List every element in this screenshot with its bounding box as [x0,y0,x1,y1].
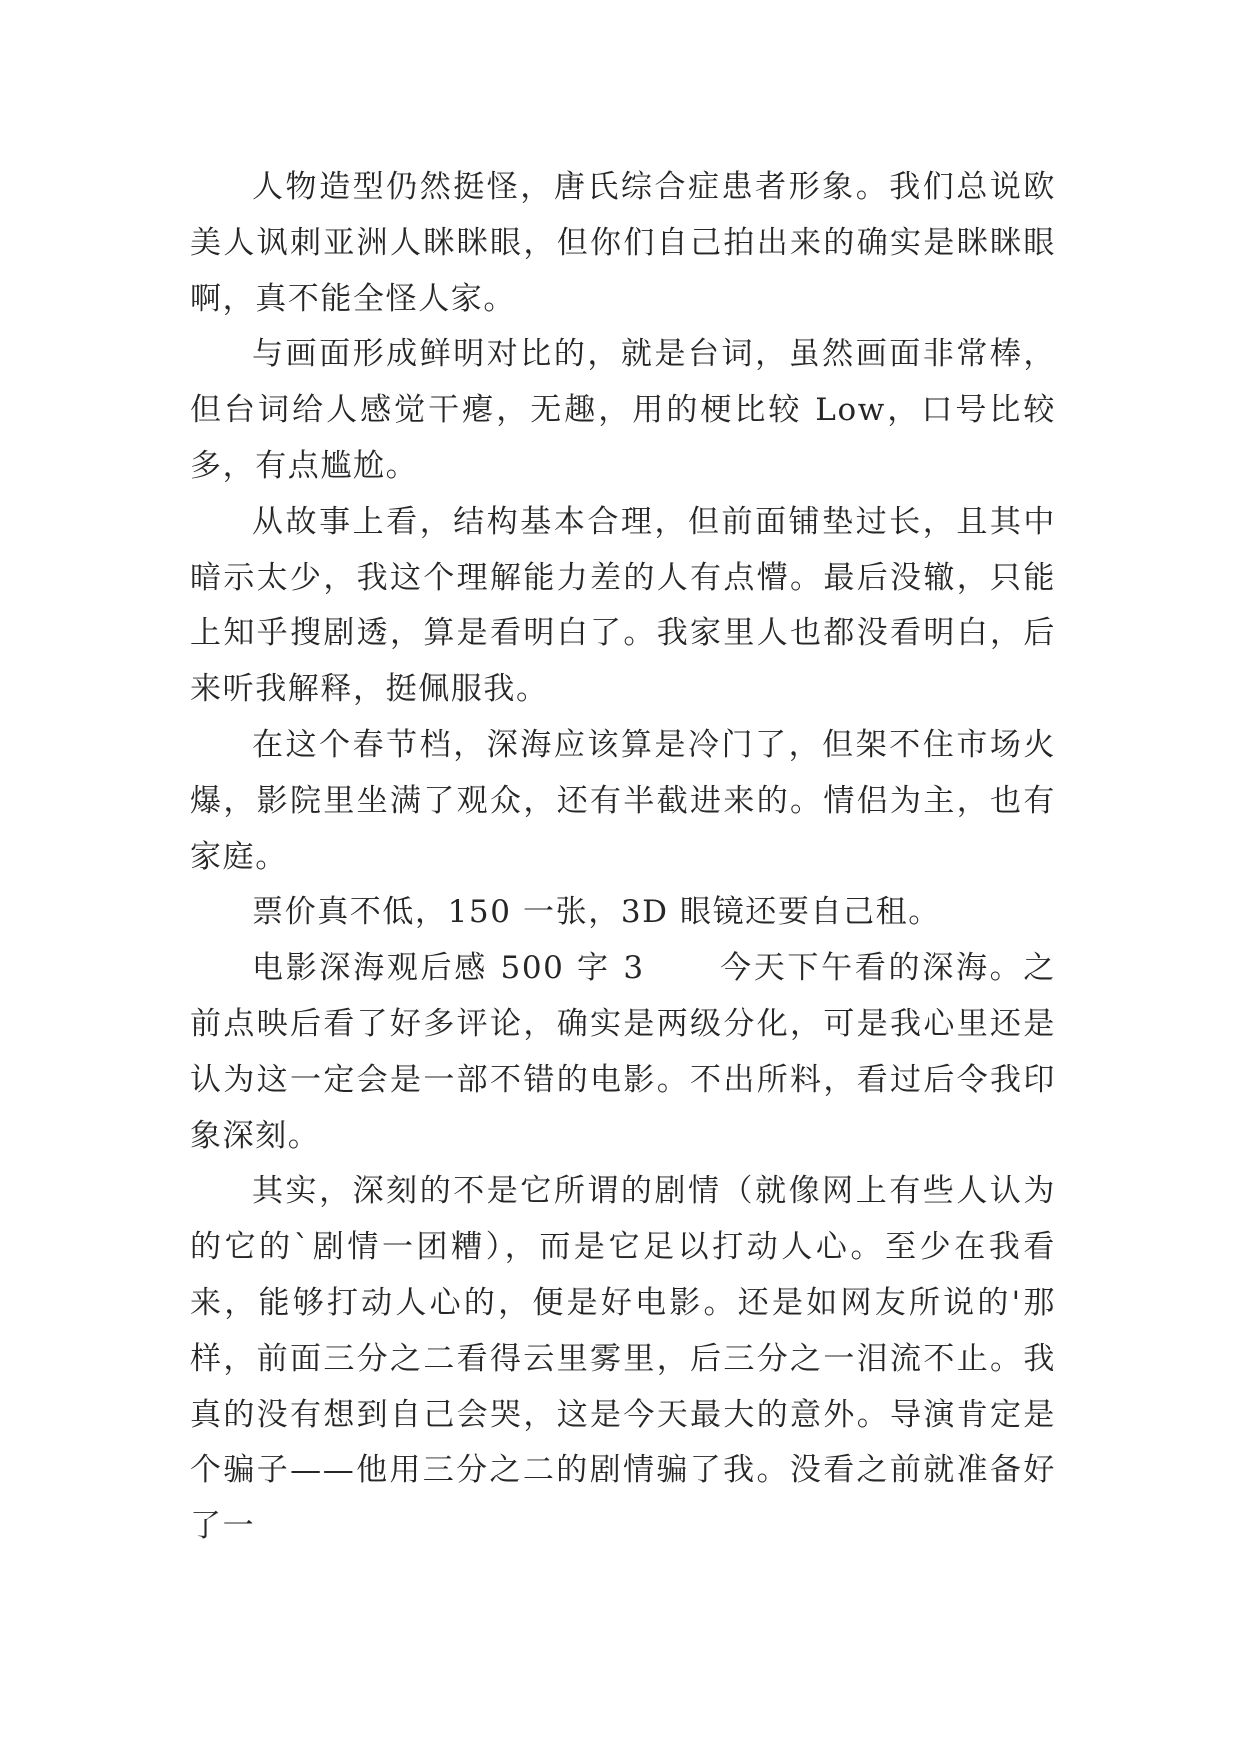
paragraph-dialogue: 与画面形成鲜明对比的，就是台词，虽然画面非常棒，但台词给人感觉干瘪，无趣，用的梗比较 Low，口号比较多，有点尴尬。 [190,336,1056,484]
paragraph-story-structure: 从故事上看，结构基本合理，但前面铺垫过长，且其中暗示太少，我这个理解能力差的人有点懵。最后没辙，只能上知乎搜剧透，算是看明白了。我家里人也都没看明白，后来听我解释，挺佩服我。 [190,503,1056,708]
paragraph-ticket-price: 票价真不低，150 一张，3D 眼镜还要自己租。 [252,894,941,931]
document-body [190,160,1056,1555]
paragraph-moving-film: 其实，深刻的不是它所谓的剧情（就像网上有些人认为的它的`剧情一团糟），而是它足以打动人心。至少在我看来，能够打动人心的，便是好电影。还是如网友所说的'那样，前面三分之二看得云里雾里，后三分之一泪流不止。我真的没有想到自己会哭，这是今天最大的意外。导演肯定是个骗子——他用三分之二的剧情骗了我。没看之前就准备好了一 [190,1173,1056,1545]
paragraph-review-3-intro: 电影深海观后感 500 字 3 今天下午看的深海。之前点映后看了好多评论，确实是两级分化，可是我心里还是认为这一定会是一部不错的电影。不出所料，看过后令我印象深刻。 [190,950,1056,1154]
paragraph-character-design: 人物造型仍然挺怪，唐氏综合症患者形象。我们总说欧美人讽刺亚洲人眯眯眼，但你们自己拍出来的确实是眯眯眼啊，真不能全怪人家。 [190,169,1056,317]
paragraph-spring-festival: 在这个春节档，深海应该算是冷门了，但架不住市场火爆，影院里坐满了观众，还有半截进来的。情侣为主，也有家庭。 [190,726,1056,875]
